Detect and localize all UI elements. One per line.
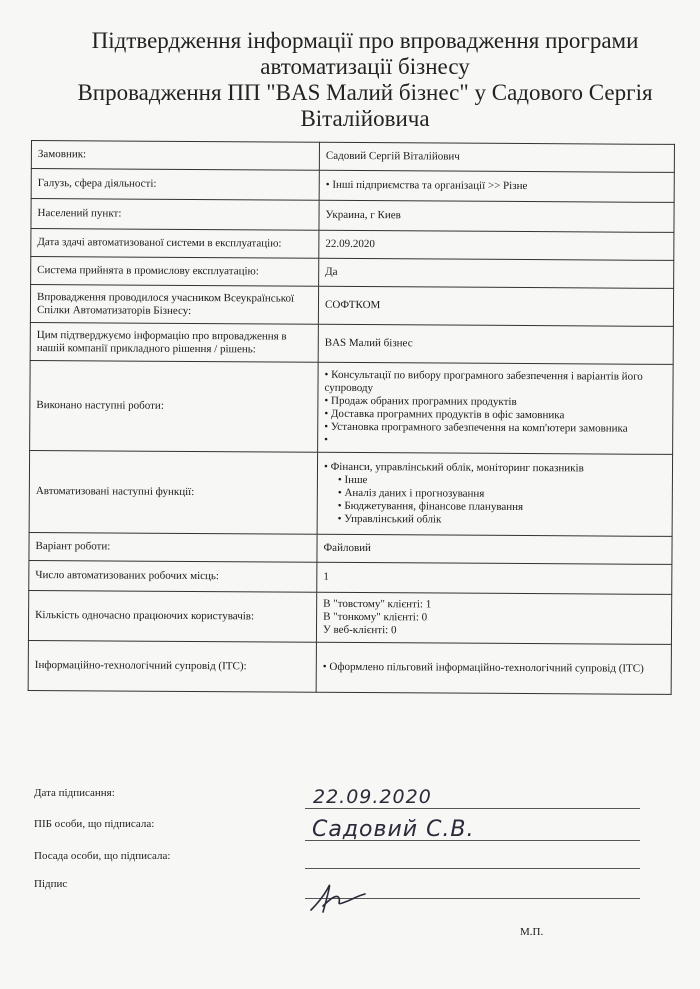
row-label: Виконано наступні роботи: bbox=[30, 360, 319, 452]
row-label: Автоматизовані наступні функції: bbox=[29, 450, 317, 534]
name-label: ПІБ особи, що підписала: bbox=[34, 818, 155, 830]
position-line bbox=[305, 868, 640, 869]
date-label: Дата підписання: bbox=[34, 787, 115, 799]
table-row bbox=[31, 169, 674, 203]
list-item: • Продаж обраних програмних продуктів bbox=[324, 394, 666, 409]
row-value: Садовий Сергій Віталійович bbox=[319, 142, 674, 172]
row-label: Цим підтверджуємо інформацію про впровадження в нашій компанії прикладного рішення / рішень: bbox=[30, 322, 318, 362]
row-value: Файловий bbox=[317, 534, 672, 564]
table-row bbox=[29, 560, 672, 594]
title-line-4: Віталійовича bbox=[300, 106, 430, 131]
list-item: • Бюджетування, фінансове планування bbox=[338, 500, 666, 515]
table-row bbox=[29, 450, 672, 536]
value-line: В "тонкому" клієнті: 0 bbox=[323, 610, 428, 624]
table-row bbox=[30, 285, 673, 327]
title-line-2: автоматизації бізнесу bbox=[260, 54, 470, 79]
handwritten-date: 22.09.2020 bbox=[313, 786, 432, 808]
title-line-1: Підтвердження інформації про впровадження програми bbox=[91, 28, 639, 53]
table-row bbox=[30, 360, 674, 454]
list-item: • Управлінський облік bbox=[338, 513, 666, 528]
handwritten-name: Садовий С.В. bbox=[312, 817, 475, 842]
value-line: В "товстому" клієнті: 1 bbox=[323, 597, 432, 611]
list-item: • Доставка програмних продуктів в офіс замовника bbox=[324, 407, 666, 422]
position-label: Посада особи, що підписала: bbox=[34, 850, 171, 862]
row-value bbox=[318, 362, 674, 454]
list-item: • Установка програмного забезпечення на комп'ютери замовника bbox=[324, 420, 666, 435]
document-title bbox=[60, 28, 670, 132]
row-value bbox=[316, 642, 671, 694]
list-item: • Інше bbox=[338, 474, 666, 489]
table-row bbox=[28, 590, 671, 644]
value-line: У веб-клієнті: 0 bbox=[322, 623, 397, 637]
row-value bbox=[317, 452, 672, 536]
list-item: • Фінанси, управлінський облік, моніторинг показників bbox=[324, 461, 666, 476]
signature-label: Підпис bbox=[34, 878, 68, 890]
table-row bbox=[31, 141, 674, 173]
row-value: 1 bbox=[317, 562, 672, 594]
info-table bbox=[28, 140, 675, 695]
list-item: • Консультації по вибору програмного забезпечення і варіантів його супроводу bbox=[324, 368, 666, 396]
list-item: • Інші підприємства та організації >> Різне bbox=[326, 179, 668, 194]
row-value: СОФТКОМ bbox=[318, 286, 673, 326]
list-item: • Оформлено пільговий інформаційно-технологічний супровід (ІТС) bbox=[323, 661, 665, 676]
row-value: Да bbox=[319, 258, 674, 288]
table-row bbox=[30, 322, 673, 364]
row-value: Украина, г Киев bbox=[319, 200, 674, 232]
row-label: Система прийнята в промислову експлуатацію: bbox=[31, 257, 319, 287]
table-row bbox=[29, 532, 672, 564]
table-row bbox=[31, 257, 674, 289]
list-item bbox=[324, 433, 666, 448]
stamp-label: М.П. bbox=[520, 926, 544, 938]
list-item: • Аналіз даних і прогнозування bbox=[338, 487, 666, 502]
table-row bbox=[31, 199, 674, 233]
table-row bbox=[31, 229, 674, 261]
row-label: Галузь, сфера діяльності: bbox=[31, 169, 319, 201]
table-row bbox=[28, 640, 671, 694]
row-value: 22.09.2020 bbox=[319, 230, 674, 260]
row-value: BAS Малий бізнес bbox=[318, 324, 673, 364]
row-value bbox=[316, 592, 671, 644]
row-label: Населений пункт: bbox=[31, 199, 319, 231]
row-label: Варіант роботи: bbox=[29, 532, 317, 562]
date-line bbox=[305, 808, 640, 809]
row-label: Число автоматизованих робочих місць: bbox=[29, 560, 317, 592]
row-label: Замовник: bbox=[31, 141, 319, 171]
row-label: Інформаційно-технологічний супровід (ІТС): bbox=[28, 640, 316, 692]
title-line-3: Впровадження ПП "BAS Малий бізнес" у Садового Сергія bbox=[77, 80, 653, 105]
handwritten-signature-icon bbox=[305, 872, 375, 922]
row-label: Дата здачі автоматизованої системи в експлуатацію: bbox=[31, 229, 319, 259]
row-label: Впровадження проводилося учасником Всеукраїнської Спілки Автоматизаторів Бізнесу: bbox=[30, 285, 318, 325]
row-label: Кількість одночасно працюючих користувачів: bbox=[28, 590, 316, 642]
row-value bbox=[319, 170, 674, 202]
